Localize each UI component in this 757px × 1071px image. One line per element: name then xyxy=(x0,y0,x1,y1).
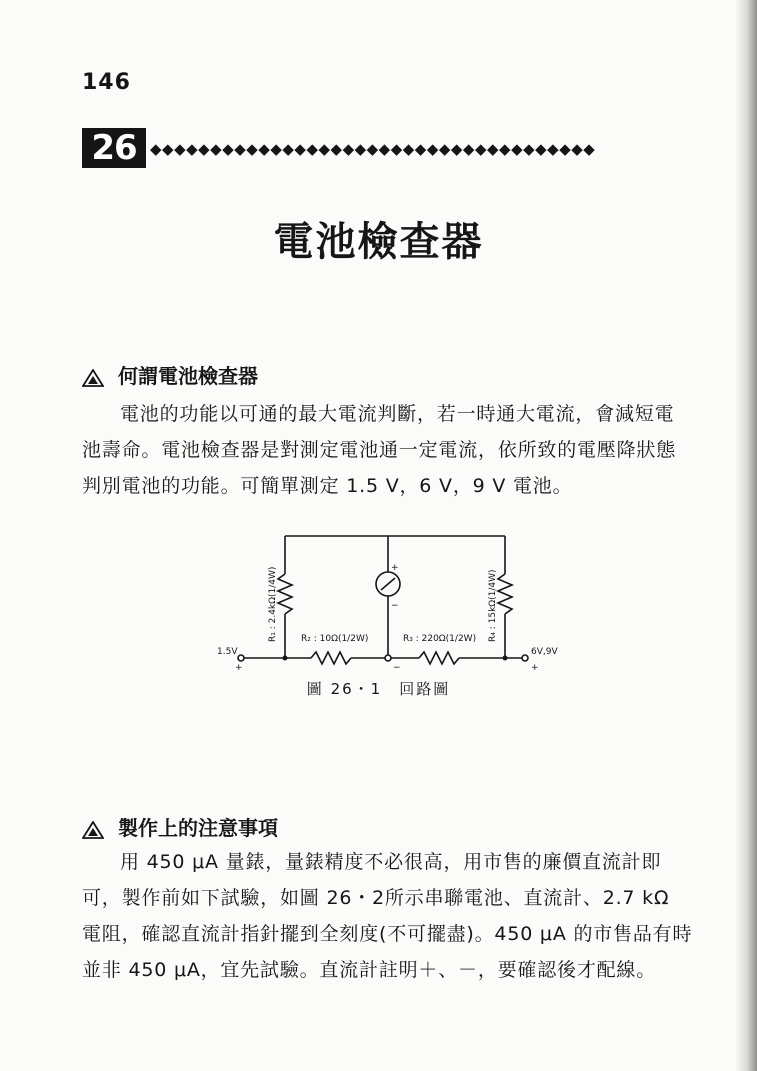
r4-label: R₄ : 15kΩ(1/4W) xyxy=(488,569,498,642)
section-heading-notes xyxy=(82,814,278,842)
triangle-bullet-icon xyxy=(82,821,104,839)
chapter-number-badge: 26 xyxy=(82,128,146,168)
junction-dot-right xyxy=(503,656,508,661)
junction-dot-left xyxy=(283,656,288,661)
left-terminal-label: 1.5V xyxy=(217,647,238,657)
section-paragraph-notes: 用 450 μA 量錶，量錶精度不必很高，用市售的廉價直流計即可，製作前如下試驗，如圖 26・2所示串聯電池、直流計、2.7 kΩ 電阻，確認直流計指針擺到全刻度(不可擺盡)。450 μA 的市售品有時並非 450 μA，宜先試驗。直流計註明＋、－，要確認後才配線。 xyxy=(82,851,693,981)
ground-terminal-minus: − xyxy=(393,663,401,673)
r2-label: R₂ : 10Ω(1/2W) xyxy=(301,634,369,644)
r3-resistor xyxy=(419,652,459,664)
r1-label: R₁ : 2.4kΩ(1/4W) xyxy=(268,566,278,642)
figure-caption: 圖 26・1 回路圖 xyxy=(306,680,451,698)
r1-resistor xyxy=(278,574,292,614)
r4-resistor xyxy=(498,574,512,614)
circuit-diagram xyxy=(205,528,595,678)
left-terminal-node xyxy=(238,655,244,661)
meter-minus-label: − xyxy=(391,601,399,611)
page-edge-shadow xyxy=(735,0,757,1071)
meter-needle xyxy=(381,578,395,590)
r2-resistor xyxy=(311,652,351,664)
section-heading-text: 何謂電池檢查器 xyxy=(118,364,258,388)
triangle-bullet-icon xyxy=(82,369,104,387)
ground-terminal-node xyxy=(385,655,391,661)
section-heading-what-is xyxy=(82,362,258,390)
right-terminal-label: 6V,9V xyxy=(531,647,558,657)
meter-plus-label: + xyxy=(391,563,399,573)
diamond-ornament-rule: ◆◆◆◆◆◆◆◆◆◆◆◆◆◆◆◆◆◆◆◆◆◆◆◆◆◆◆◆◆◆◆◆◆◆◆◆◆ xyxy=(150,140,596,158)
right-terminal-plus: + xyxy=(531,663,539,673)
page-number: 146 xyxy=(82,70,131,95)
left-terminal-plus: + xyxy=(235,663,243,673)
section-paragraph-what-is: 電池的功能以可通的最大電流判斷，若一時通大電流，會減短電池壽命。電池檢查器是對測定電池通一定電流，依所致的電壓降狀態判別電池的功能。可簡單測定 1.5 V，6 V，9 V 電池。 xyxy=(82,403,677,497)
r3-label: R₃ : 220Ω(1/2W) xyxy=(403,634,477,644)
right-terminal-node xyxy=(522,655,528,661)
chapter-title: 電池檢查器 xyxy=(273,219,484,265)
section-heading-text: 製作上的注意事項 xyxy=(118,816,278,840)
